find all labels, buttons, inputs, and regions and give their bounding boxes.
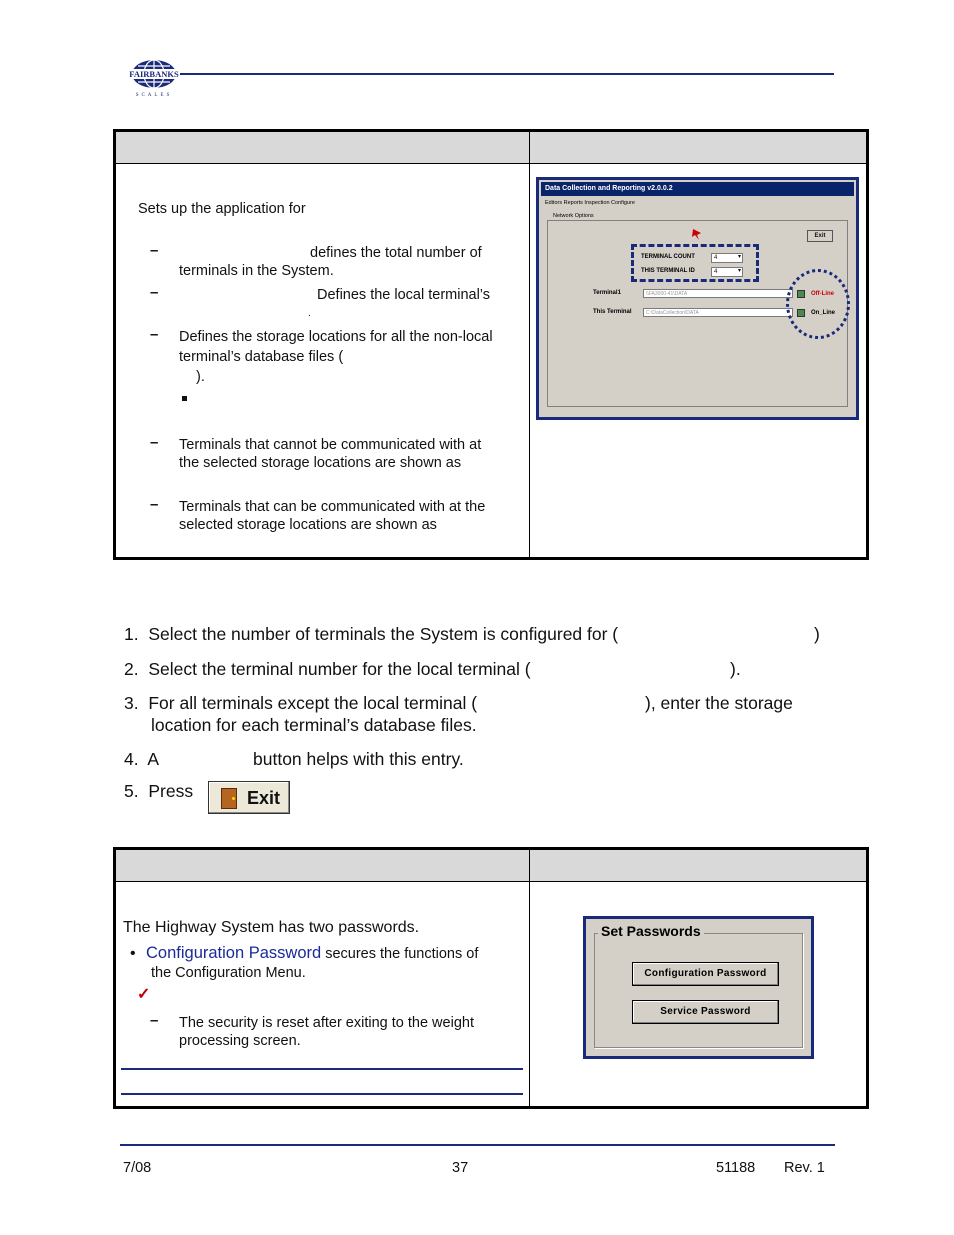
exit-button[interactable] (208, 781, 290, 814)
bullet-dot: • (130, 945, 136, 962)
highlight-box (631, 244, 759, 282)
data-collection-screenshot (536, 177, 859, 420)
step-1-tail: ) (814, 624, 820, 644)
item2-text: Defines the local terminal’s (317, 287, 491, 303)
this-terminal-status: On_Line (811, 310, 836, 316)
item4-text-2: the selected storage locations are shown as (179, 455, 462, 471)
passwords-group (594, 933, 803, 1048)
this-terminal-combo: 4 ▾ (711, 267, 743, 277)
config-password-desc-2: the Configuration Menu. (151, 965, 306, 981)
footer-page: 37 (452, 1160, 469, 1176)
terminal-count-label: TERMINAL COUNT (641, 254, 695, 260)
item3-text-2: terminal’s database files ( (179, 349, 344, 365)
item3-text-3: ). (196, 369, 205, 385)
dash-marker: – (150, 496, 159, 513)
step-3-line2: location for each terminal’s database files. (151, 715, 477, 735)
highlight-circle (786, 269, 850, 339)
desc-intro: Sets up the application for (138, 201, 306, 217)
footer-revision: Rev. 1 (784, 1160, 825, 1176)
step-2-tail: ). (730, 659, 741, 679)
item5-text: Terminals that can be communicated with at the (179, 499, 486, 515)
config-password-desc: Configuration Password secures the functions of (146, 944, 479, 962)
passwords-intro: The Highway System has two passwords. (123, 919, 420, 936)
dash-marker: – (150, 326, 159, 343)
security-reset-text: The security is reset after exiting to the weight (179, 1015, 474, 1031)
this-terminal-row-label: This Terminal (593, 309, 632, 315)
configuration-password-button[interactable]: Configuration Password (632, 962, 779, 986)
terminal1-label: Terminal1 (593, 290, 621, 296)
dash-marker: – (150, 284, 159, 301)
item2-text-2: . (308, 308, 311, 319)
this-terminal-label: THIS TERMINAL ID (641, 268, 695, 274)
pin-icon (691, 227, 703, 241)
dash-marker: – (150, 1012, 159, 1029)
terminal1-path: \\FA3000-41\DATA (643, 289, 793, 298)
footer-date: 7/08 (123, 1160, 152, 1176)
dash-marker: – (150, 242, 159, 259)
column-divider (529, 850, 530, 1106)
exit-button-label: Exit (247, 788, 281, 808)
footer-rule (120, 1144, 835, 1146)
table-header (116, 850, 866, 882)
note-rule (121, 1068, 523, 1070)
logo-text: FAIRBANKS (129, 69, 179, 79)
security-reset-text-2: processing screen. (179, 1033, 301, 1049)
config-password-link: Configuration Password (146, 944, 322, 962)
set-passwords-title: Set Passwords (598, 923, 704, 939)
column-divider (529, 132, 530, 557)
window-tabs: Network Options (553, 213, 594, 219)
footer-doc-number: 51188 (716, 1160, 756, 1176)
step-4-tail: button helps with this entry. (253, 749, 464, 769)
item1-text: defines the total number of (310, 245, 482, 261)
square-bullet (182, 396, 187, 401)
step-3: 3. For all terminals except the local terminal ( (124, 693, 478, 713)
window-title: Data Collection and Reporting v2.0.0.2 (541, 182, 854, 196)
step-4: 4. A (124, 749, 160, 769)
item4-text: Terminals that cannot be communicated with at (179, 437, 482, 453)
terminal1-status: Off-Line (811, 291, 834, 297)
check-icon: ✓ (137, 986, 151, 1003)
svg-text:SCALES: SCALES (135, 93, 173, 98)
window-menu: Editors Reports Inspection Configure (545, 200, 635, 206)
set-passwords-dialog (583, 916, 814, 1059)
header-rule (180, 73, 834, 75)
item5-text-2: selected storage locations are shown as (179, 517, 437, 533)
mini-exit-button: Exit (807, 230, 833, 242)
fairbanks-logo (124, 56, 184, 98)
step-2: 2. Select the terminal number for the local terminal ( (124, 659, 531, 679)
step-3-tail: ), enter the storage (645, 693, 793, 713)
this-terminal-path: C:\DataCollection\DATA (643, 308, 793, 317)
dash-marker: – (150, 434, 159, 451)
service-password-button[interactable]: Service Password (632, 1000, 779, 1024)
item1-text-2: terminals in the System. (179, 263, 334, 279)
door-icon (221, 788, 237, 809)
step-1: 1. Select the number of terminals the System is configured for ( (124, 624, 619, 644)
table-header (116, 132, 866, 164)
note-rule (121, 1093, 523, 1095)
item3-text: Defines the storage locations for all the non-local (179, 329, 493, 345)
step-5: 5. Press (124, 781, 194, 801)
terminal-count-combo: 4 ▾ (711, 253, 743, 263)
